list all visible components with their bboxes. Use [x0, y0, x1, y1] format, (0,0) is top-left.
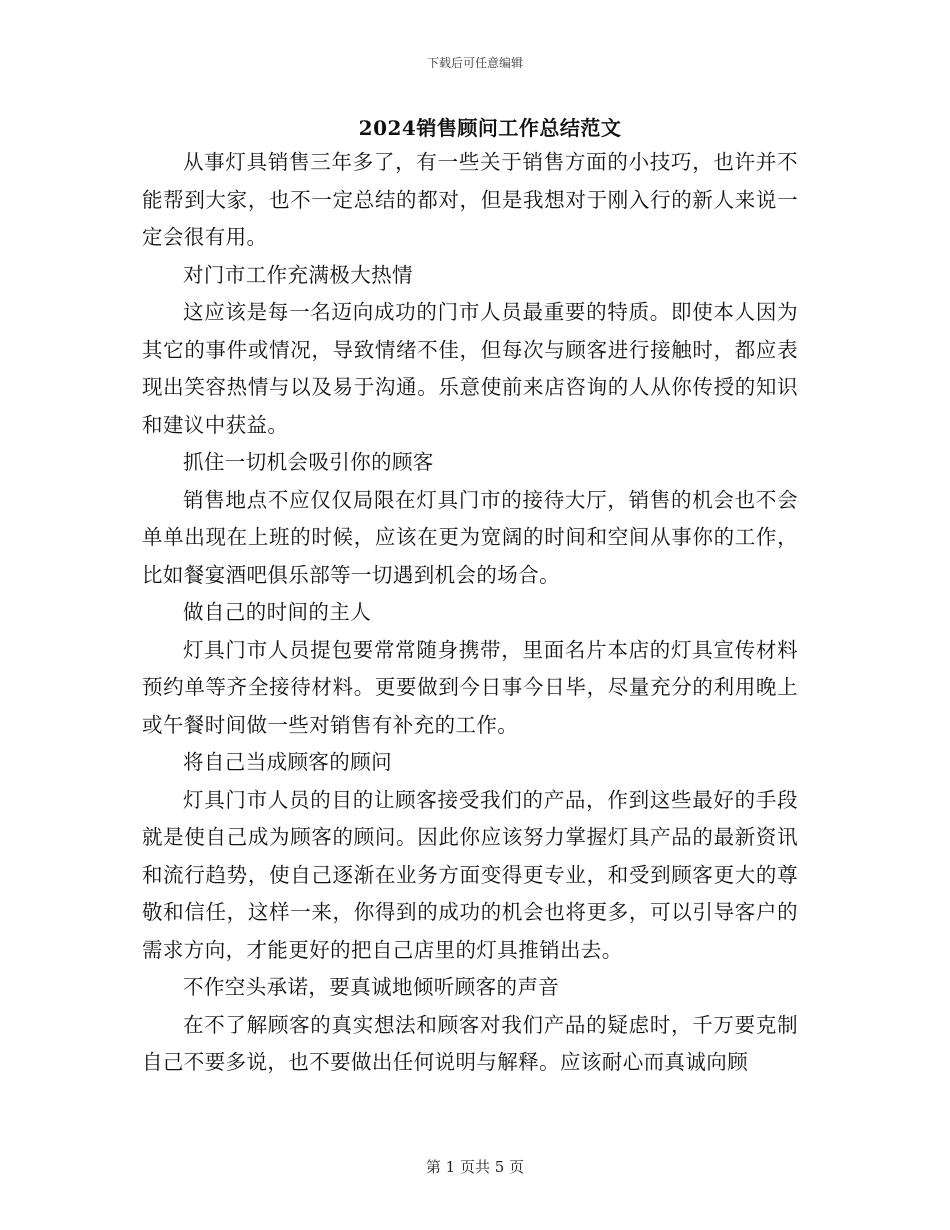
section-heading-advisor: 将自己当成顾客的顾问: [183, 750, 392, 774]
paragraph-advisor: 灯具门市人员的目的让顾客接受我们的产品，作到这些最好的手段就是使自己成为顾客的顾问。因此你应该努力掌握灯具产品的最新资讯和流行趋势，使自己逐渐在业务方面变得更专业，和受到顾客更大的尊敬和信任，这样一来，你得到的成功的机会也将更多，可以引导客户的需求方向，才能更好的把自己店里的灯具推销出去。: [142, 787, 798, 962]
document-body: [142, 112, 798, 1082]
section-heading-listen: 不作空头承诺，要真诚地倾听顾客的声音: [183, 975, 560, 999]
document-title: 2024销售顾问工作总结范文: [358, 116, 622, 140]
section-heading-enthusiasm: 对门市工作充满极大热情: [183, 262, 413, 287]
paragraph-opportunity: 销售地点不应仅仅局限在灯具门市的接待大厅，销售的机会也不会单单出现在上班的时候，应该在更为宽阔的时间和空间从事你的工作，比如餐宴酒吧俱乐部等一切遇到机会的场合。: [142, 487, 798, 587]
paragraph-intro: 从事灯具销售三年多了，有一些关于销售方面的小技巧，也许并不能帮到大家，也不一定总结的都对，但是我想对于刚入行的新人来说一定会很有用。: [142, 150, 798, 249]
paragraph-listen: 在不了解顾客的真实想法和顾客对我们产品的疑虑时，千万要克制自己不要多说，也不要做出任何说明与解释。应该耐心而真诚向顾: [142, 1012, 798, 1074]
section-heading-time: 做自己的时间的主人: [183, 600, 372, 624]
paragraph-enthusiasm: 这应该是每一名迈向成功的门市人员最重要的特质。即使本人因为其它的事件或情况，导致情绪不佳，但每次与顾客进行接触时，都应表现出笑容热情与以及易于沟通。乐意使前来店咨询的人从你传授的知识和建议中获益。: [142, 300, 798, 437]
page-footer: 第 1 页共 5 页: [425, 1158, 525, 1176]
page-header: 下载后可任意编辑: [426, 56, 523, 70]
section-heading-opportunity: 抓住一切机会吸引你的顾客: [183, 450, 434, 474]
paragraph-time: 灯具门市人员提包要常常随身携带，里面名片本店的灯具宣传材料预约单等齐全接待材料。更要做到今日事今日毕，尽量充分的利用晚上或午餐时间做一些对销售有补充的工作。: [142, 637, 798, 737]
